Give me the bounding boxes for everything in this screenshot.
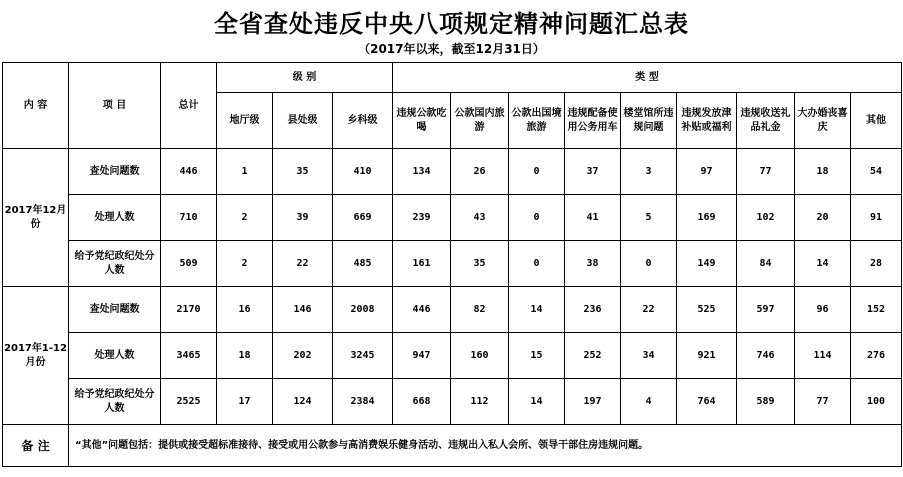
type-cell: 0 (509, 195, 565, 241)
type-cell: 134 (393, 149, 451, 195)
type-cell: 0 (509, 241, 565, 287)
total-cell: 2170 (161, 287, 217, 333)
total-cell: 3465 (161, 333, 217, 379)
type-cell: 0 (621, 241, 677, 287)
type-cell: 34 (621, 333, 677, 379)
table-row (3, 149, 902, 195)
summary-table (2, 62, 902, 467)
type-cell: 152 (851, 287, 902, 333)
header-level-1: 地厅级 (217, 93, 273, 149)
header-type-7: 违规收送礼品礼金 (737, 93, 795, 149)
type-cell: 82 (451, 287, 509, 333)
level-cell: 124 (273, 379, 333, 425)
row-item-label: 给予党纪政纪处分人数 (69, 379, 161, 425)
table-row (3, 241, 902, 287)
type-cell: 197 (565, 379, 621, 425)
type-cell: 0 (509, 149, 565, 195)
level-cell: 410 (333, 149, 393, 195)
type-cell: 239 (393, 195, 451, 241)
row-item-label: 处理人数 (69, 195, 161, 241)
table-row (3, 379, 902, 425)
level-cell: 669 (333, 195, 393, 241)
type-cell: 28 (851, 241, 902, 287)
type-cell: 236 (565, 287, 621, 333)
type-cell: 3 (621, 149, 677, 195)
header-type-2: 公款国内旅游 (451, 93, 509, 149)
row-item-label: 查处问题数 (69, 149, 161, 195)
table-row (3, 195, 902, 241)
level-cell: 17 (217, 379, 273, 425)
type-cell: 114 (795, 333, 851, 379)
group-label: 2017年1-12月份 (3, 287, 69, 425)
type-cell: 525 (677, 287, 737, 333)
table-row (3, 333, 902, 379)
type-cell: 96 (795, 287, 851, 333)
row-item-label: 查处问题数 (69, 287, 161, 333)
header-level-2: 县处级 (273, 93, 333, 149)
level-cell: 2384 (333, 379, 393, 425)
row-item-label: 处理人数 (69, 333, 161, 379)
level-cell: 39 (273, 195, 333, 241)
page-title: 全省查处违反中央八项规定精神问题汇总表 (214, 9, 689, 38)
type-cell: 91 (851, 195, 902, 241)
type-cell: 5 (621, 195, 677, 241)
type-cell: 15 (509, 333, 565, 379)
type-cell: 18 (795, 149, 851, 195)
type-cell: 41 (565, 195, 621, 241)
type-cell: 97 (677, 149, 737, 195)
type-cell: 589 (737, 379, 795, 425)
header-type-6: 违规发放津补贴或福利 (677, 93, 737, 149)
table-row (3, 287, 902, 333)
type-cell: 84 (737, 241, 795, 287)
level-cell: 2008 (333, 287, 393, 333)
type-cell: 921 (677, 333, 737, 379)
type-cell: 160 (451, 333, 509, 379)
level-cell: 16 (217, 287, 273, 333)
type-cell: 947 (393, 333, 451, 379)
level-cell: 22 (273, 241, 333, 287)
group-label: 2017年12月份 (3, 149, 69, 287)
header-content: 内 容 (3, 63, 69, 149)
type-cell: 14 (795, 241, 851, 287)
total-cell: 509 (161, 241, 217, 287)
type-cell: 161 (393, 241, 451, 287)
type-cell: 37 (565, 149, 621, 195)
remark-text: “其他”问题包括：提供或接受超标准接待、接受或用公款参与高消费娱乐健身活动、违规出入私人会所、领导干部住房违规问题。 (69, 425, 902, 467)
header-item: 项 目 (69, 63, 161, 149)
header-type-4: 违规配备使用公务用车 (565, 93, 621, 149)
type-cell: 746 (737, 333, 795, 379)
type-cell: 26 (451, 149, 509, 195)
type-cell: 276 (851, 333, 902, 379)
type-cell: 38 (565, 241, 621, 287)
level-cell: 1 (217, 149, 273, 195)
header-type-group: 类 型 (393, 63, 902, 93)
type-cell: 149 (677, 241, 737, 287)
type-cell: 446 (393, 287, 451, 333)
row-item-label: 给予党纪政纪处分人数 (69, 241, 161, 287)
level-cell: 3245 (333, 333, 393, 379)
type-cell: 43 (451, 195, 509, 241)
type-cell: 77 (795, 379, 851, 425)
type-cell: 100 (851, 379, 902, 425)
level-cell: 146 (273, 287, 333, 333)
type-cell: 22 (621, 287, 677, 333)
type-cell: 14 (509, 379, 565, 425)
total-cell: 446 (161, 149, 217, 195)
type-cell: 102 (737, 195, 795, 241)
level-cell: 2 (217, 195, 273, 241)
header-type-8: 大办婚丧喜庆 (795, 93, 851, 149)
type-cell: 77 (737, 149, 795, 195)
type-cell: 764 (677, 379, 737, 425)
type-cell: 35 (451, 241, 509, 287)
total-cell: 710 (161, 195, 217, 241)
type-cell: 668 (393, 379, 451, 425)
type-cell: 112 (451, 379, 509, 425)
header-total: 总计 (161, 63, 217, 149)
header-type-3: 公款出国境旅游 (509, 93, 565, 149)
total-cell: 2525 (161, 379, 217, 425)
header-type-5: 楼堂馆所违规问题 (621, 93, 677, 149)
type-cell: 14 (509, 287, 565, 333)
type-cell: 252 (565, 333, 621, 379)
type-cell: 4 (621, 379, 677, 425)
type-cell: 54 (851, 149, 902, 195)
remark-label: 备 注 (3, 425, 69, 467)
level-cell: 18 (217, 333, 273, 379)
header-level-3: 乡科级 (333, 93, 393, 149)
type-cell: 597 (737, 287, 795, 333)
page-subtitle: （2017年以来，截至12月31日） (358, 42, 545, 56)
level-cell: 35 (273, 149, 333, 195)
remark-row (3, 425, 902, 467)
header-level-group: 级 别 (217, 63, 393, 93)
type-cell: 20 (795, 195, 851, 241)
level-cell: 485 (333, 241, 393, 287)
type-cell: 169 (677, 195, 737, 241)
header-type-1: 违规公款吃喝 (393, 93, 451, 149)
level-cell: 2 (217, 241, 273, 287)
header-type-9: 其他 (851, 93, 902, 149)
level-cell: 202 (273, 333, 333, 379)
